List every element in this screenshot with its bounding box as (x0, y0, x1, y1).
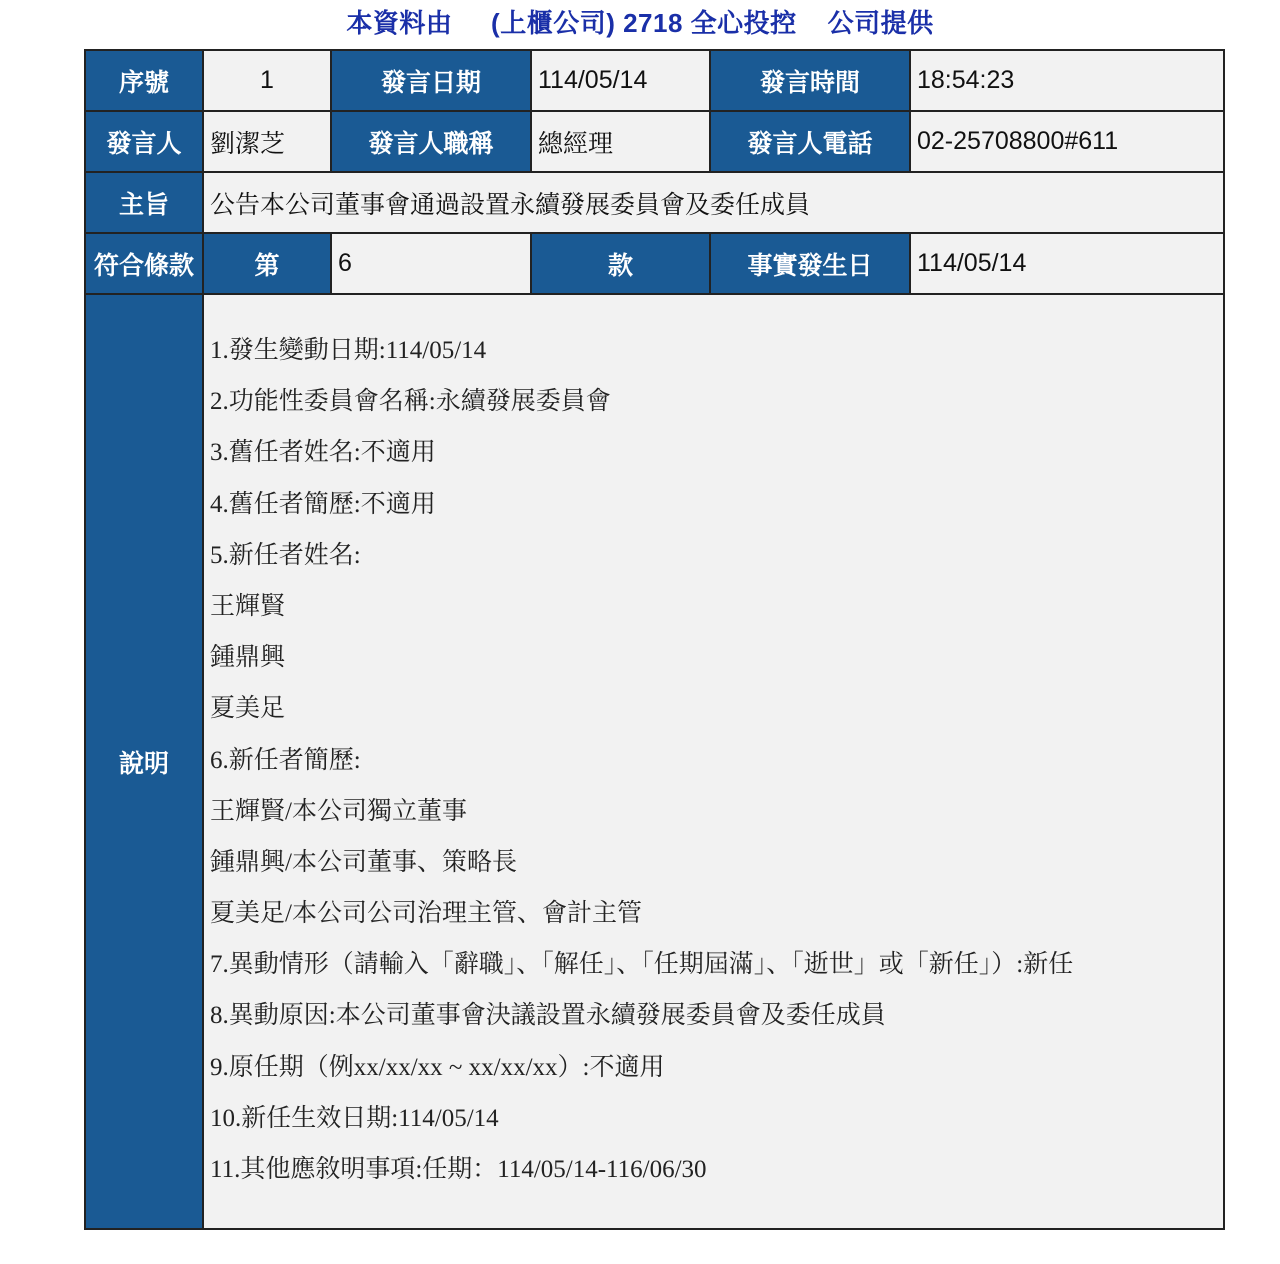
row-subject (85, 172, 1224, 233)
header-suffix: 公司提供 (827, 8, 934, 38)
subject-label: 主旨 (85, 172, 203, 233)
row-speaker (85, 111, 1224, 172)
description-line: 2.功能性委員會名稱:永續發展委員會 (210, 388, 611, 416)
title-value: 總經理 (531, 111, 710, 172)
description-line: 7.異動情形（請輸入「辭職」、「解任」、「任期屆滿」、「逝世」或「新任」）:新任 (210, 951, 1074, 979)
clause-suffix-label: 款 (531, 233, 710, 294)
title-label: 發言人職稱 (331, 111, 531, 172)
phone-label: 發言人電話 (710, 111, 910, 172)
description-line: 王輝賢/本公司獨立董事 (210, 797, 467, 825)
description-line: 8.異動原因:本公司董事會決議設置永續發展委員會及委任成員 (210, 1002, 886, 1030)
speaker-label: 發言人 (85, 111, 203, 172)
description-line: 1.發生變動日期:114/05/14 (210, 337, 487, 364)
header-company: (上櫃公司) 2718 全心投控 (491, 8, 797, 38)
speaker-value: 劉潔芝 (203, 111, 331, 172)
description-label: 說明 (85, 294, 203, 1229)
description-line: 11.其他應敘明事項:任期：114/05/14-116/06/30 (210, 1156, 707, 1183)
description-line: 王輝賢 (210, 592, 286, 620)
description-line: 6.新任者簡歷: (210, 746, 361, 774)
description-body (203, 294, 1224, 1229)
phone-value: 02-25708800#611 (910, 111, 1224, 172)
source-header (0, 0, 1280, 48)
time-label: 發言時間 (710, 50, 910, 111)
clause-number-value: 6 (331, 233, 531, 294)
clause-prefix-label: 第 (203, 233, 331, 294)
time-value: 18:54:23 (910, 50, 1224, 111)
row-description (85, 294, 1224, 1229)
description-line: 10.新任生效日期:114/05/14 (210, 1104, 499, 1132)
event-date-label: 事實發生日 (710, 233, 910, 294)
description-line: 9.原任期（例xx/xx/xx ~ xx/xx/xx）:不適用 (210, 1053, 665, 1081)
description-line: 夏美足 (210, 695, 286, 723)
description-line: 夏美足/本公司公司治理主管、會計主管 (210, 900, 642, 928)
description-line: 5.新任者姓名: (210, 541, 361, 569)
description-line: 鍾鼎興 (210, 644, 286, 672)
row-clause (85, 233, 1224, 294)
date-value: 114/05/14 (531, 50, 710, 111)
serial-value: 1 (203, 50, 331, 111)
announcement-table (84, 49, 1225, 1230)
clause-label: 符合條款 (85, 233, 203, 294)
serial-label: 序號 (85, 50, 203, 111)
subject-value: 公告本公司董事會通過設置永續發展委員會及委任成員 (203, 172, 1224, 233)
row-meta (85, 50, 1224, 111)
header-prefix: 本資料由 (346, 8, 453, 38)
description-line: 4.舊任者簡歷:不適用 (210, 490, 436, 518)
date-label: 發言日期 (331, 50, 531, 111)
description-line: 3.舊任者姓名:不適用 (210, 439, 436, 467)
event-date-value: 114/05/14 (910, 233, 1224, 294)
description-line: 鍾鼎興/本公司董事、策略長 (210, 848, 517, 876)
